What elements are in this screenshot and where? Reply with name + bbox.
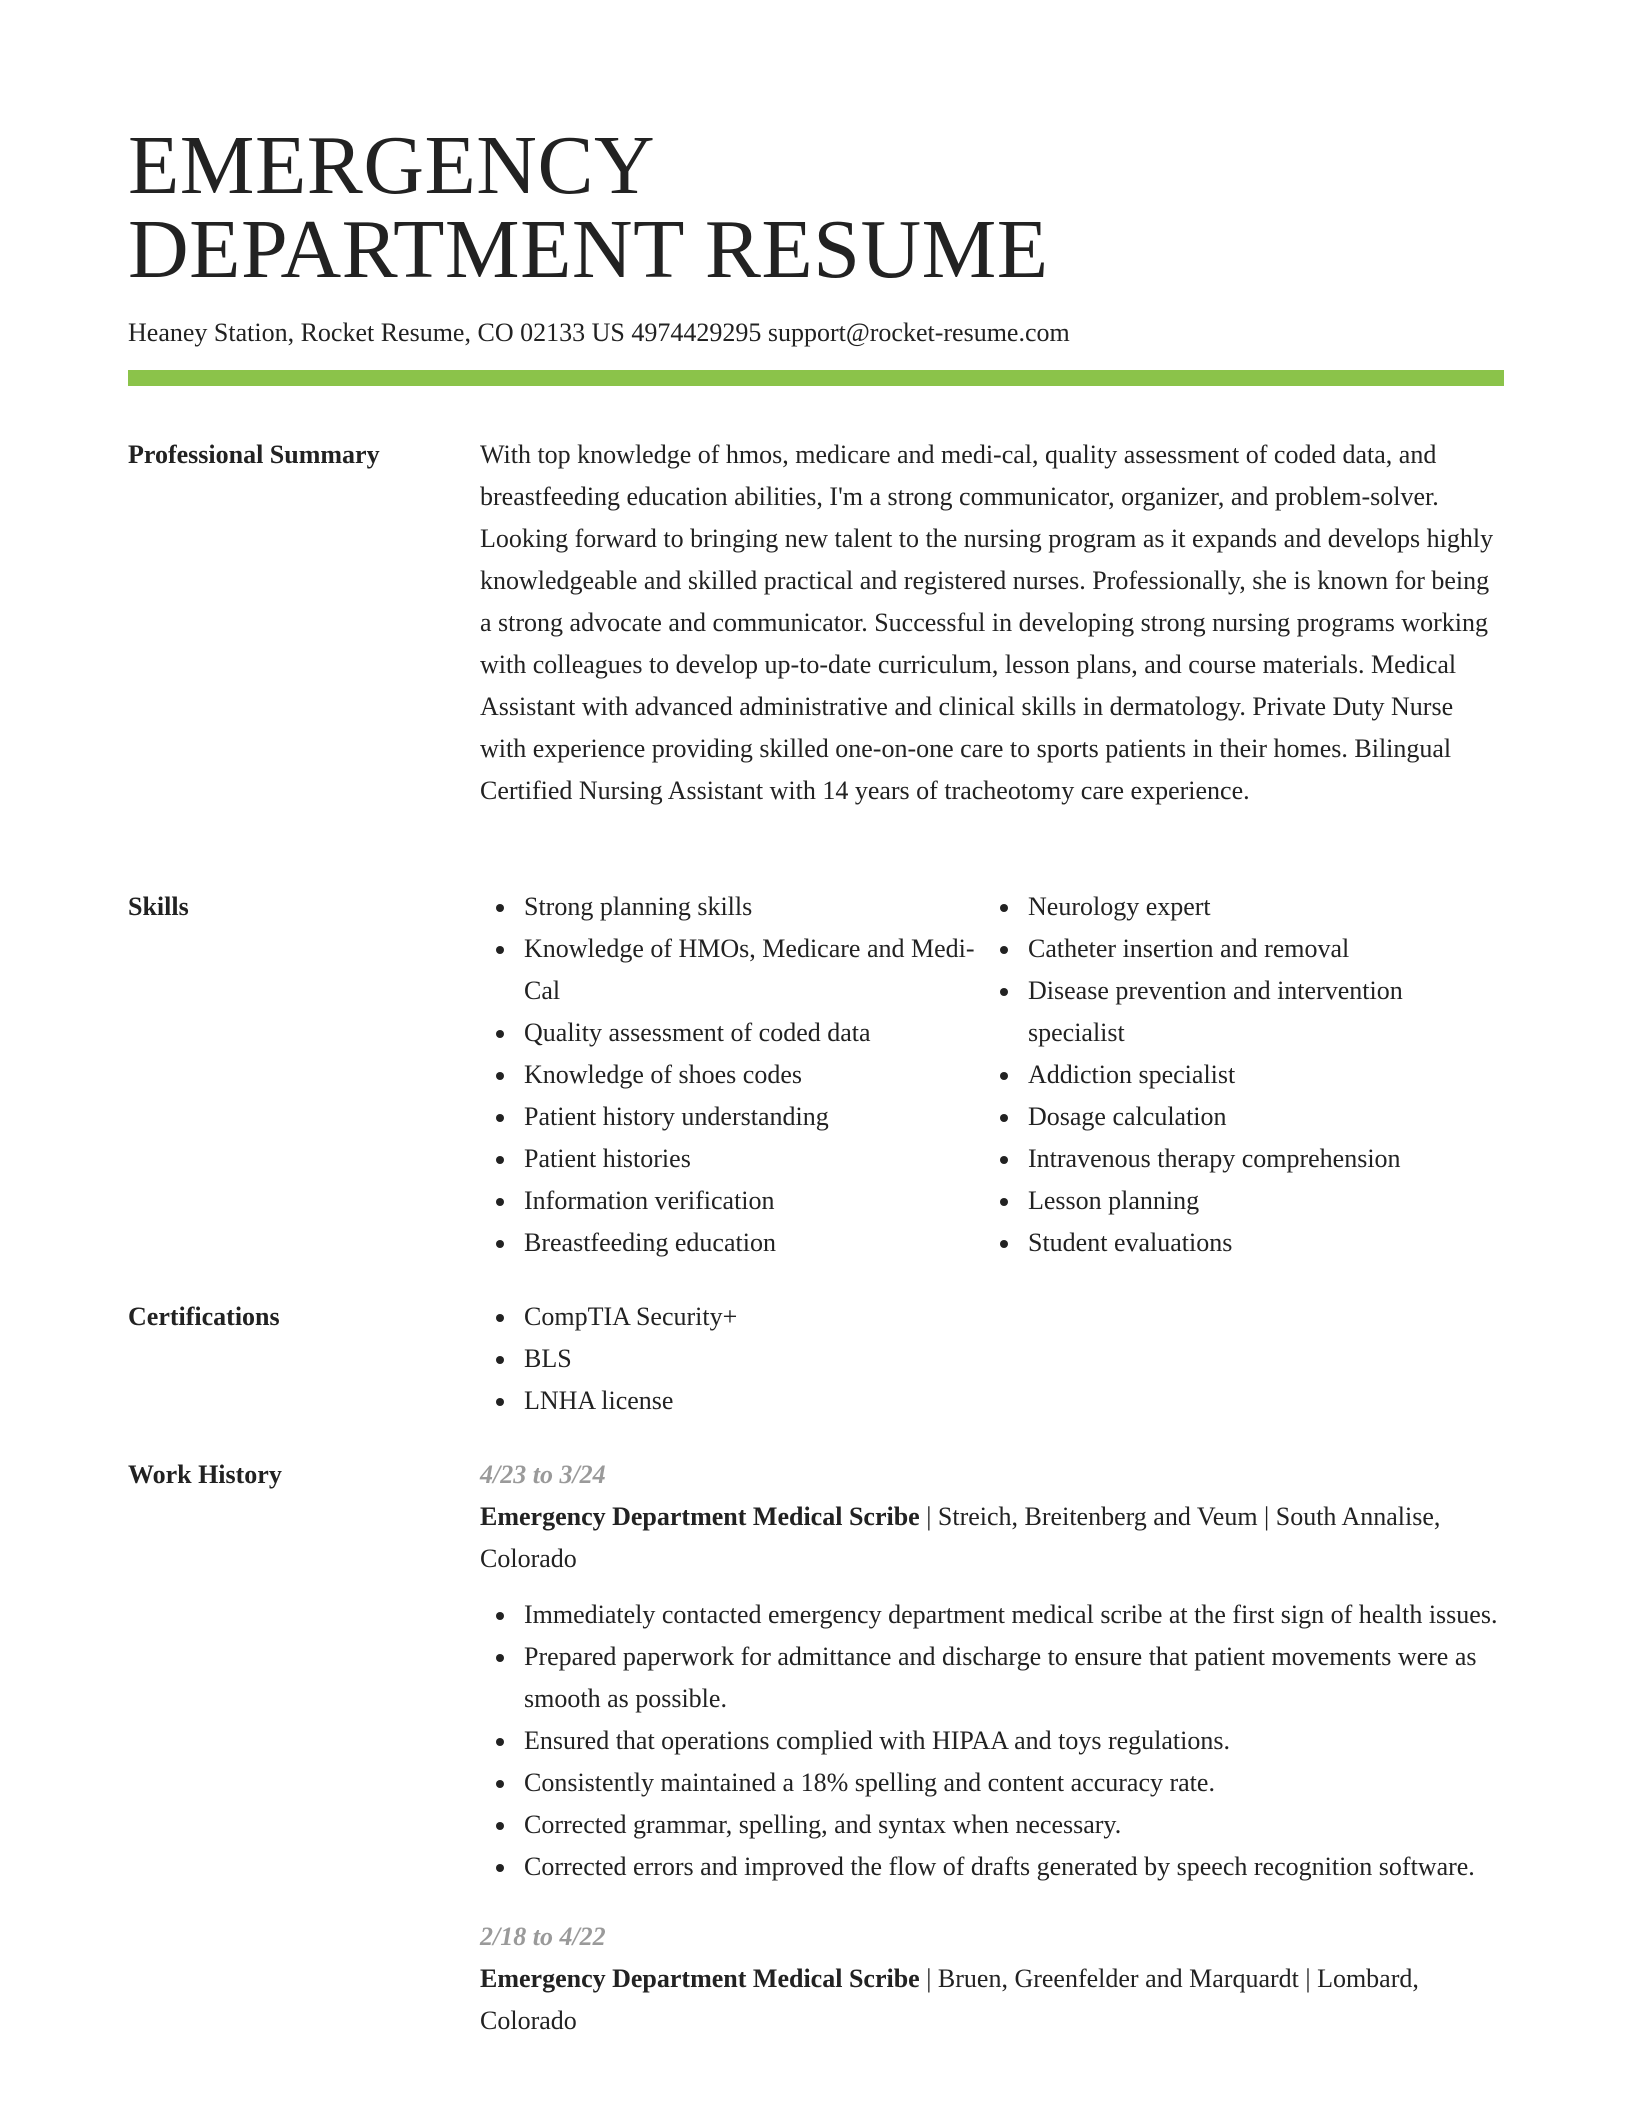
skill-item: Addiction specialist — [984, 1054, 1488, 1096]
skill-item: Neurology expert — [984, 886, 1488, 928]
skill-item: Dosage calculation — [984, 1096, 1488, 1138]
summary-body — [480, 434, 1504, 812]
summary-text: With top knowledge of hmos, medicare and medi-cal, quality assessment of coded data, and breastfeeding education abilities, I'm a strong communicator, organizer, and problem-solver. Looking forward to bringing new talent to the nursing program as it expands and develops highly knowledgeable and skilled practical and registered nurses. Professionally, she is known for being a strong advocate and communicator. Successful in developing strong nursing programs working with colleagues to develop up-to-date curriculum, lesson plans, and course materials. Medical Assistant with advanced administrative and clinical skills in dermatology. Private Duty Nurse with experience providing skilled one-on-one care to sports patients in their homes. Bilingual Certified Nursing Assistant with 14 years of tracheotomy care experience. — [480, 440, 1494, 805]
job-entry — [480, 1916, 1504, 2042]
job-duty: Immediately contacted emergency department medical scribe at the first sign of health issues. — [480, 1594, 1504, 1636]
skill-item: Breastfeeding education — [480, 1222, 984, 1264]
job-dates: 2/18 to 4/22 — [480, 1922, 606, 1951]
job-employer-location: | Bruen, Greenfelder and Marquardt | Lombard, Colorado — [480, 1964, 1419, 2035]
skills-column-left — [480, 886, 984, 1264]
certifications-body — [480, 1296, 1504, 1422]
title-line-2: DEPARTMENT RESUME — [128, 203, 1049, 296]
job-duty: Prepared paperwork for admittance and discharge to ensure that patient movements were as smooth as possible. — [480, 1636, 1504, 1720]
certifications-heading: Certifications — [128, 1302, 280, 1331]
job-duty: Corrected grammar, spelling, and syntax when necessary. — [480, 1804, 1504, 1846]
skill-item: Disease prevention and intervention specialist — [984, 970, 1488, 1054]
skill-item: Catheter insertion and removal — [984, 928, 1488, 970]
contact-info: Heaney Station, Rocket Resume, CO 02133 US 4974429295 support@rocket-resume.com — [128, 318, 1070, 347]
accent-divider — [128, 370, 1504, 386]
skill-item: Information verification — [480, 1180, 984, 1222]
job-entry — [480, 1454, 1504, 1888]
skill-item: Knowledge of HMOs, Medicare and Medi-Cal — [480, 928, 984, 1012]
skill-item: Patient history understanding — [480, 1096, 984, 1138]
skill-item: Quality assessment of coded data — [480, 1012, 984, 1054]
skills-heading: Skills — [128, 892, 189, 921]
job-title: Emergency Department Medical Scribe — [480, 1964, 920, 1993]
title-line-1: EMERGENCY — [128, 119, 656, 212]
skill-item: Knowledge of shoes codes — [480, 1054, 984, 1096]
work-history-heading: Work History — [128, 1460, 282, 1489]
skill-item: Strong planning skills — [480, 886, 984, 928]
certification-item: LNHA license — [480, 1380, 1504, 1422]
job-duties — [480, 1594, 1504, 1888]
certification-item: CompTIA Security+ — [480, 1296, 1504, 1338]
skills-columns — [480, 886, 1504, 1264]
skill-item: Student evaluations — [984, 1222, 1488, 1264]
skill-item: Lesson planning — [984, 1180, 1488, 1222]
job-heading — [480, 1496, 1504, 1580]
page-title — [128, 119, 1049, 296]
job-title: Emergency Department Medical Scribe — [480, 1502, 920, 1531]
summary-heading: Professional Summary — [128, 440, 380, 469]
job-duty: Corrected errors and improved the flow of drafts generated by speech recognition software. — [480, 1846, 1504, 1888]
certification-item: BLS — [480, 1338, 1504, 1380]
work-history-body — [480, 1454, 1504, 2042]
skill-item: Intravenous therapy comprehension — [984, 1138, 1488, 1180]
skills-column-right — [984, 886, 1488, 1264]
job-employer-location: | Streich, Breitenberg and Veum | South Annalise, Colorado — [480, 1502, 1441, 1573]
job-heading — [480, 1958, 1504, 2042]
job-dates: 4/23 to 3/24 — [480, 1460, 606, 1489]
job-duty: Ensured that operations complied with HIPAA and toys regulations. — [480, 1720, 1504, 1762]
skill-item: Patient histories — [480, 1138, 984, 1180]
job-duty: Consistently maintained a 18% spelling and content accuracy rate. — [480, 1762, 1504, 1804]
